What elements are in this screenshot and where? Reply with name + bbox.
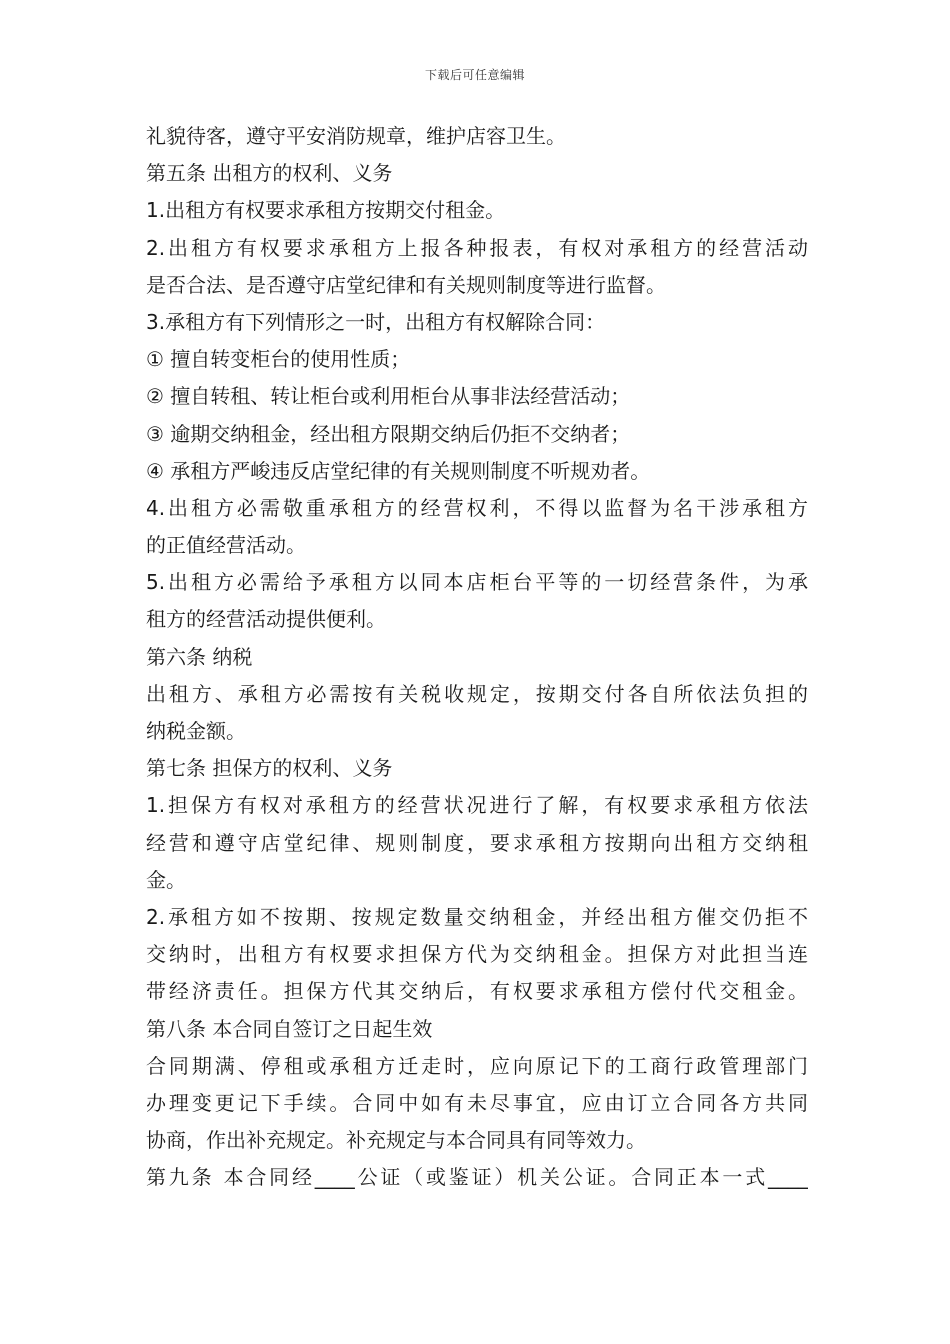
text-line: ③ 逾期交纳租金，经出租方限期交纳后仍拒不交纳者； (146, 421, 631, 446)
text-line: 办理变更记下手续。合同中如有未尽事宜，应由订立合同各方共同 (146, 1090, 808, 1115)
text-line: 出租方、承租方必需按有关税收规定，按期交付各自所依法负担的 (146, 681, 808, 706)
text-line: 3.承租方有下列情形之一时，出租方有权解除合同： (146, 309, 606, 334)
text-line: 第八条 本合同自签订之日起生效 (146, 1016, 433, 1041)
text-line: 的正值经营活动。 (146, 533, 306, 558)
text-line: 4.出租方必需敬重承租方的经营权利，不得以监督为名干涉承租方 (146, 495, 808, 520)
text-line: 1.担保方有权对承租方的经营状况进行了解，有权要求承租方依法 (146, 793, 808, 818)
text-line: 礼貌待客，遵守平安消防规章，维护店容卫生。 (146, 124, 566, 148)
text-line: 第六条 纳税 (146, 644, 253, 669)
text-line: ④ 承租方严峻违反店堂纪律的有关规则制度不听规劝者。 (146, 458, 651, 483)
text-line: 经营和遵守店堂纪律、规则制度，要求承租方按期向出租方交纳租 (146, 830, 808, 855)
text-line: 带经济责任。担保方代其交纳后，有权要求承租方偿付代交租金。 (146, 979, 808, 1004)
text-line: 交纳时，出租方有权要求担保方代为交纳租金。担保方对此担当连 (146, 942, 808, 967)
text-line: 第七条 担保方的权利、义务 (146, 756, 393, 781)
text-line: 租方的经营活动提供便利。 (146, 607, 386, 632)
text-line: 是否合法、是否遵守店堂纪律和有关规则制度等进行监督。 (146, 272, 666, 297)
text-line: 1.出租方有权要求承租方按期交付租金。 (146, 198, 506, 223)
text-line: 2.出租方有权要求承租方上报各种报表，有权对承租方的经营活动 (146, 235, 808, 260)
text-line: ② 擅自转租、转让柜台或利用柜台从事非法经营活动； (146, 384, 631, 409)
text-line: ① 擅自转变柜台的使用性质； (146, 347, 411, 372)
text-line: 协商，作出补充规定。补充规定与本合同具有同等效力。 (146, 1128, 646, 1153)
text-line: 合同期满、停租或承租方迁走时，应向原记下的工商行政管理部门 (146, 1053, 808, 1078)
text-line: 第九条 本合同经____公证（或鉴证）机关公证。合同正本一式____ (146, 1165, 808, 1190)
text-line: 2.承租方如不按期、按规定数量交纳租金，并经出租方催交仍拒不 (146, 904, 808, 929)
text-line: 5.出租方必需给予承租方以同本店柜台平等的一切经营条件，为承 (146, 570, 808, 595)
text-line: 金。 (146, 867, 186, 892)
text-line: 第五条 出租方的权利、义务 (146, 161, 393, 186)
text-line: 纳税金额。 (146, 719, 246, 743)
document-body (146, 118, 808, 1196)
page-header: 下载后可任意编辑 (424, 68, 525, 82)
